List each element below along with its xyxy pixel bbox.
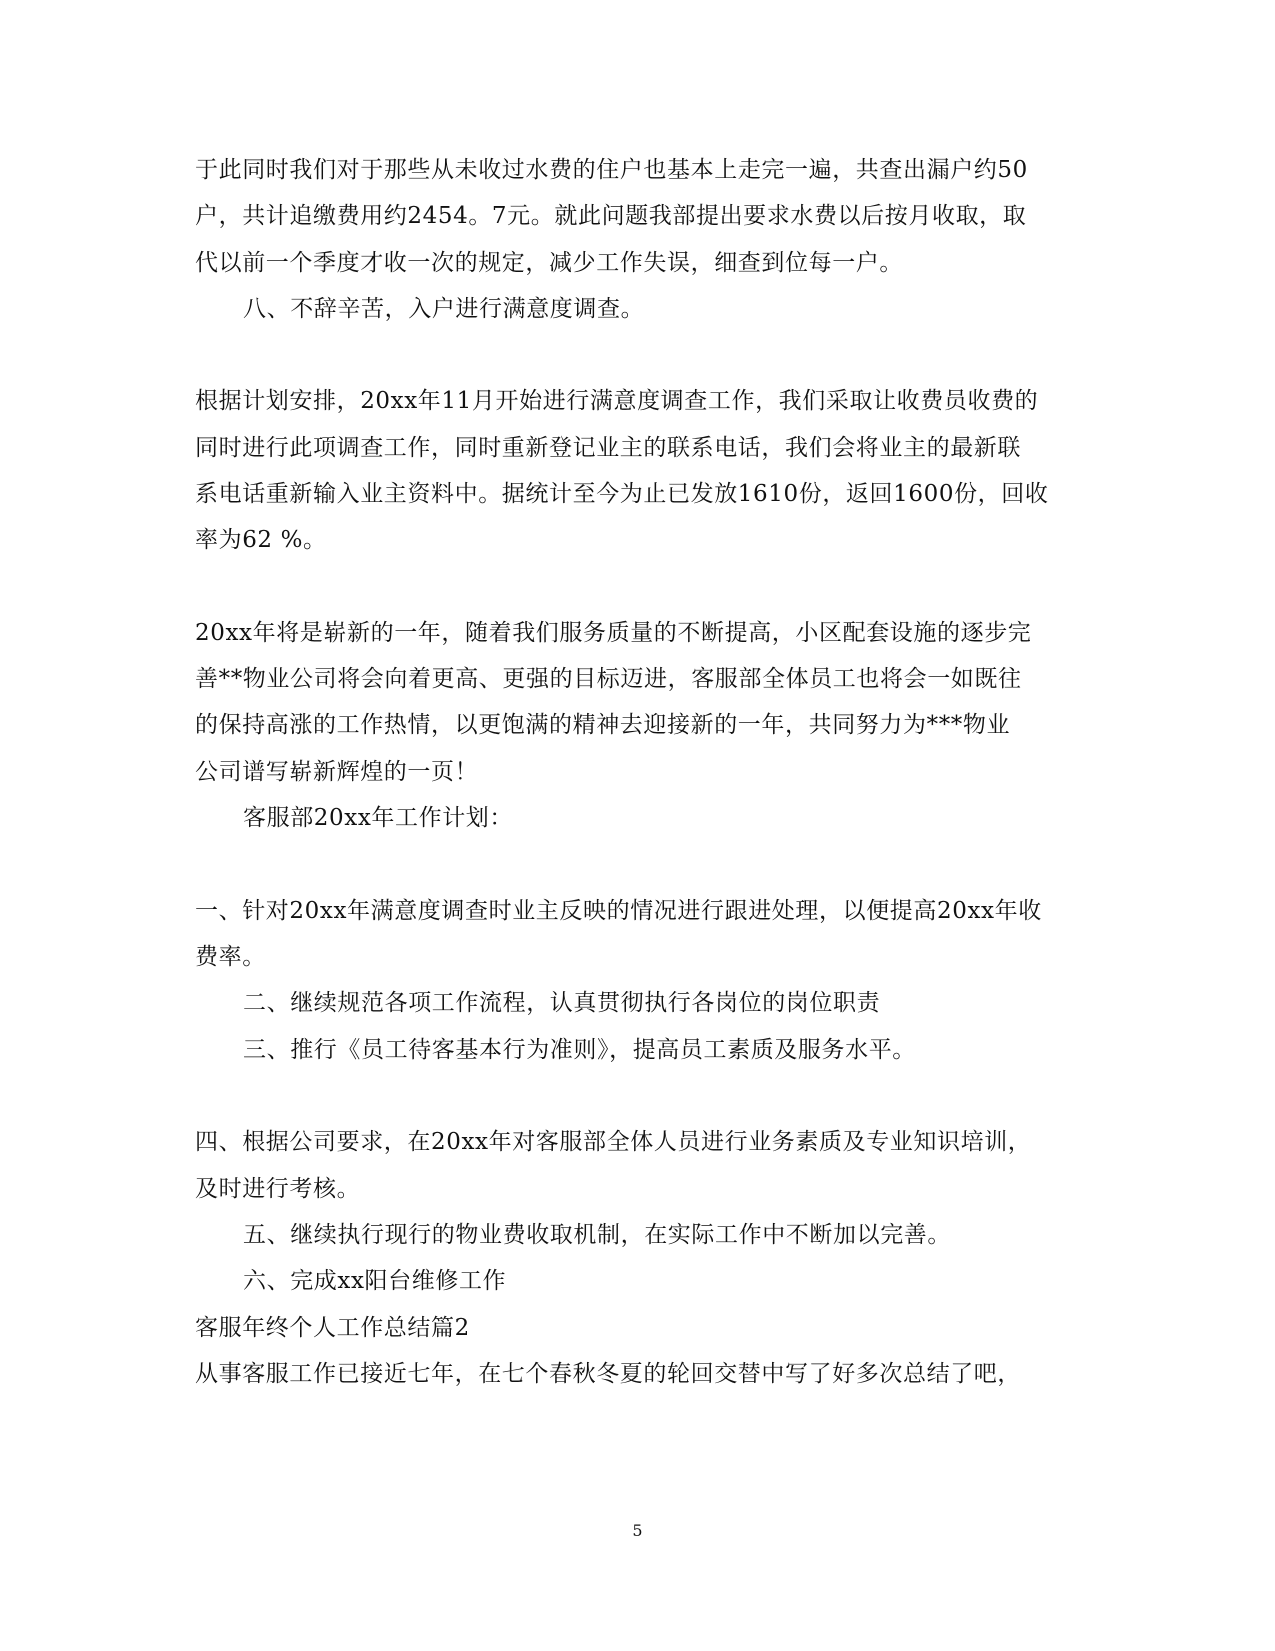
plan-item-1-line-1: 一、针对20xx年满意度调查时业主反映的情况进行跟进处理，以便提高20xx年收 bbox=[195, 898, 1042, 924]
paragraph-4-line-2: 善**物业公司将会向着更高、更强的目标迈进，客服部全体员工也将会一如既往 bbox=[195, 666, 1022, 692]
plan-item-4-line-1: 四、根据公司要求，在20xx年对客服部全体人员进行业务素质及专业知识培训， bbox=[195, 1129, 1032, 1155]
plan-item-4-line-2: 及时进行考核。 bbox=[195, 1176, 361, 1202]
paragraph-13-line-1: 从事客服工作已接近七年，在七个春秋冬夏的轮回交替中写了好多次总结了吧， bbox=[195, 1361, 1021, 1387]
paragraph-4-line-1: 20xx年将是崭新的一年，随着我们服务质量的不断提高，小区配套设施的逐步完 bbox=[195, 620, 1032, 646]
plan-item-5: 五、继续执行现行的物业费收取机制，在实际工作中不断加以完善。 bbox=[243, 1222, 951, 1248]
plan-item-1-line-2: 费率。 bbox=[195, 944, 266, 970]
paragraph-4-line-4: 公司谱写崭新辉煌的一页！ bbox=[195, 759, 479, 785]
work-plan-heading: 客服部20xx年工作计划： bbox=[243, 805, 514, 831]
paragraph-1-line-1: 于此同时我们对于那些从未收过水费的住户也基本上走完一遍，共查出漏户约50 bbox=[195, 157, 1028, 183]
paragraph-3-line-4: 率为62 %。 bbox=[195, 527, 327, 553]
paragraph-4-line-3: 的保持高涨的工作热情，以更饱满的精神去迎接新的一年，共同努力为***物业 bbox=[195, 712, 1011, 738]
section-title-part-2: 客服年终个人工作总结篇2 bbox=[195, 1315, 470, 1341]
plan-item-6: 六、完成xx阳台维修工作 bbox=[243, 1268, 507, 1294]
paragraph-3-line-2: 同时进行此项调查工作，同时重新登记业主的联系电话，我们会将业主的最新联 bbox=[195, 435, 1021, 461]
section-heading-8: 八、不辞辛苦，入户进行满意度调查。 bbox=[243, 296, 645, 322]
paragraph-3-line-3: 系电话重新输入业主资料中。据统计至今为止已发放1610份，返回1600份，回收 bbox=[195, 481, 1049, 507]
paragraph-3-line-1: 根据计划安排，20xx年11月开始进行满意度调查工作，我们采取让收费员收费的 bbox=[195, 388, 1039, 414]
page-number: 5 bbox=[632, 1521, 643, 1540]
paragraph-1-line-3: 代以前一个季度才收一次的规定，减少工作失误，细查到位每一户。 bbox=[195, 250, 903, 276]
paragraph-1-line-2: 户，共计追缴费用约2454。7元。就此问题我部提出要求水费以后按月收取，取 bbox=[195, 203, 1027, 229]
plan-item-2: 二、继续规范各项工作流程，认真贯彻执行各岗位的岗位职责 bbox=[243, 990, 881, 1016]
plan-item-3: 三、推行《员工待客基本行为准则》，提高员工素质及服务水平。 bbox=[243, 1037, 916, 1063]
